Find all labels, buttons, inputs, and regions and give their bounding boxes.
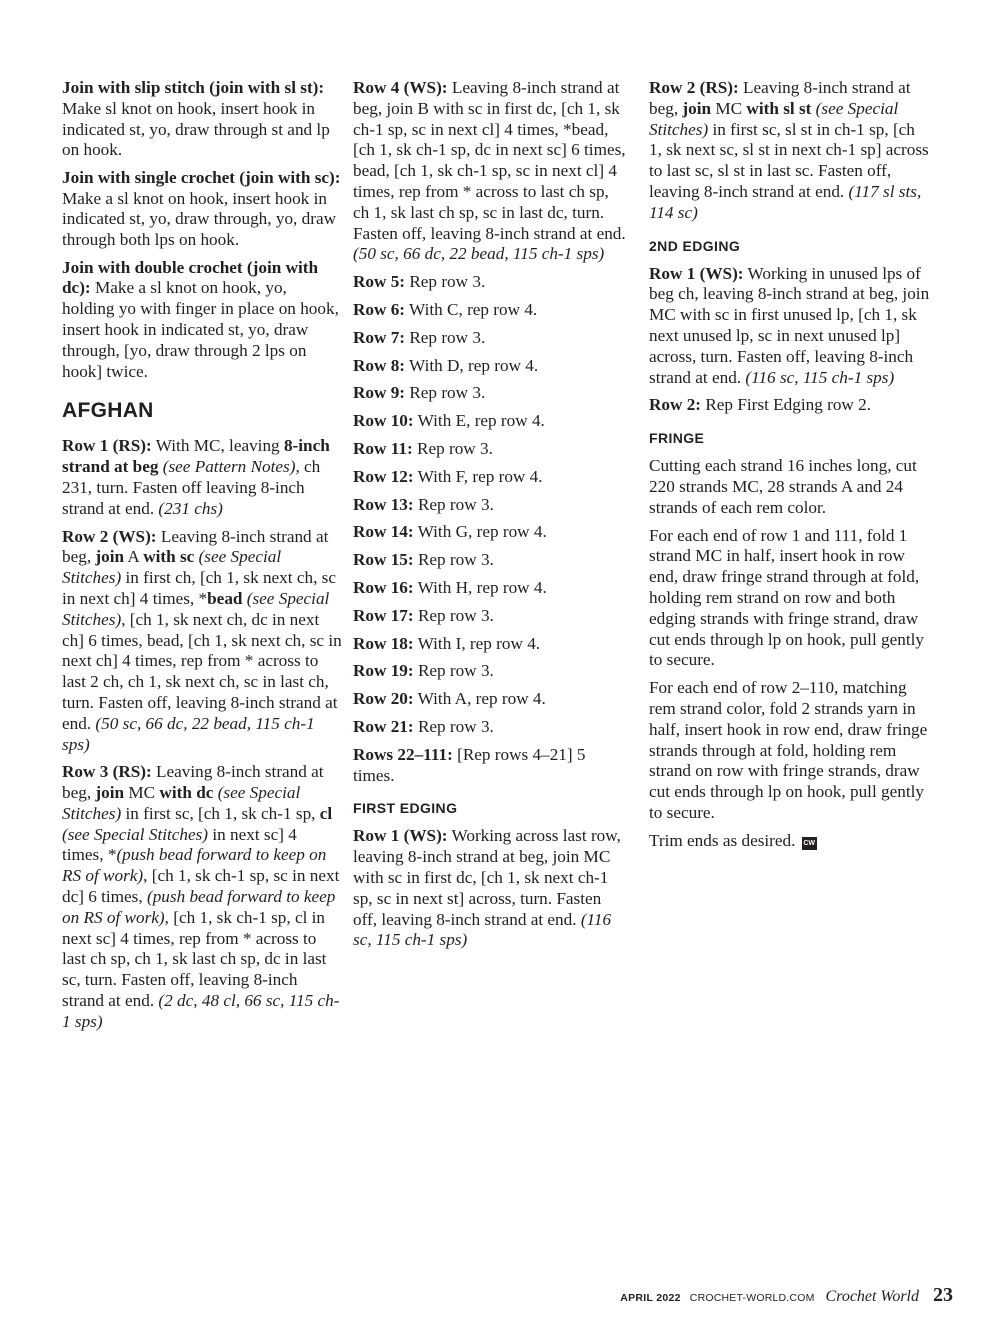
afghan-row-item: Row 15: Rep row 3. (353, 550, 494, 570)
afghan-row-item: Row 14: With G, rep row 4. (353, 522, 547, 542)
second-edging-row-2: Row 2: Rep First Edging row 2. (649, 395, 872, 415)
first-edging-heading: FIRST EDGING (353, 800, 458, 817)
page-number: 23 (933, 1284, 953, 1306)
join-single-crochet-def: Join with single crochet (join with sc): Make a sl knot on hook, insert hook in indicated st, yo, draw through, yo, draw through both lps on hook. (62, 167, 341, 250)
afghan-row-item: Row 18: With I, rep row 4. (353, 633, 541, 653)
afghan-row-item: Row 8: With D, rep row 4. (353, 355, 539, 375)
issue-date: APRIL 2022 (620, 1292, 681, 1304)
afghan-row-item: Row 5: Rep row 3. (353, 272, 486, 292)
afghan-row-4: Row 4 (WS): Leaving 8-inch strand at beg, join B with sc in first dc, [ch 1, sk ch-1 sp, sc in next cl] 4 times, *bead, [ch 1, sk ch-1 sp, dc in next sc] 6 times, bead, [ch 1, sk ch-1 sp, sc in next cl] 4 times, rep from * across to last ch sp, ch 1, sk last ch sp, sc in last dc, turn. Fasten off, leaving 8-inch strand at end. (50 sc, 66 dc, 22 bead, 115 ch-1 sps) (353, 78, 626, 264)
afghan-row-item: Row 16: With H, rep row 4. (353, 577, 547, 597)
first-edging-row-1: Row 1 (WS): Working across last row, leaving 8-inch strand at beg, join MC with sc in first dc, [ch 1, sk next ch-1 sp, sc in next st] across, turn. Fasten off, leaving 8-inch strand at end. (116 sc, 115 ch-1 sps) (353, 826, 621, 950)
column-2 (353, 78, 628, 958)
website-link[interactable]: CROCHET-WORLD.COM (689, 1292, 815, 1304)
column-3 (649, 78, 931, 859)
afghan-row-item: Row 13: Rep row 3. (353, 494, 494, 514)
afghan-row-item: Row 20: With A, rep row 4. (353, 689, 546, 709)
second-edging-heading: 2ND EDGING (649, 237, 741, 254)
afghan-row-item: Row 11: Rep row 3. (353, 438, 493, 458)
join-double-crochet-def: Join with double crochet (join with dc): Make a sl knot on hook, yo, holding yo with finger in place on hook, insert hook in indicated st, yo, draw through, [yo, draw through 2 lps on hook] twice. (62, 257, 339, 381)
afghan-row-item: Row 9: Rep row 3. (353, 383, 486, 403)
afghan-heading: AFGHAN (62, 399, 154, 423)
fringe-heading: FRINGE (649, 430, 705, 447)
crochet-world-end-icon: CW (802, 837, 817, 850)
afghan-row-item: Row 10: With E, rep row 4. (353, 411, 545, 431)
fringe-paragraph: For each end of row 2–110, matching rem strand color, fold 2 strands yarn in half, insert hook in row end, draw fringe strands through at fold, holding rem strand on row with fringe strands, draw cut ends through lp on hook, pull gently to secure. (649, 678, 928, 822)
first-edging-row-2: Row 2 (RS): Leaving 8-inch strand at beg, join MC with sl st (see Special Stitches) in first sc, sl st in ch-1 sp, [ch 1, sk next sc, sl st in next ch-1 sp] across to last sc, sl st in last sc. Fasten off, leaving 8-inch strand at end. (117 sl sts, 114 sc) (649, 78, 929, 222)
afghan-row-item: Row 21: Rep row 3. (353, 716, 494, 736)
second-edging-row-1: Row 1 (WS): Working in unused lps of beg ch, leaving 8-inch strand at beg, join MC with sc in first unused lp, [ch 1, sk next unused lp, sc in next unused lp] across, turn. Fasten off, leaving 8-inch strand at end. (116 sc, 115 ch-1 sps) (649, 263, 930, 387)
afghan-row-item: Row 19: Rep row 3. (353, 661, 494, 681)
page-footer (620, 1284, 953, 1306)
join-slip-stitch-def: Join with slip stitch (join with sl st): Make sl knot on hook, insert hook in indicated st, yo, draw through st and lp on hook. (62, 78, 330, 160)
fringe-trim: Trim ends as desired. CW (649, 830, 816, 850)
afghan-row-item: Row 6: With C, rep row 4. (353, 299, 538, 319)
magazine-title: Crochet World (825, 1288, 919, 1305)
short-rows-list (353, 272, 628, 786)
afghan-row-item: Row 17: Rep row 3. (353, 605, 494, 625)
afghan-row-3: Row 3 (RS): Leaving 8-inch strand at beg, join MC with dc (see Special Stitches) in first sc, [ch 1, sk ch-1 sp, cl (see Special Stitches) in next sc] 4 times, *(push bead forward to keep on RS of work), [ch 1, sk ch-1 sp, sc in next dc] 6 times, (push bead forward to keep on RS of work), [ch 1, sk ch-1 sp, cl in next sc] 4 times, rep from * across to last ch sp, ch 1, sk last ch sp, dc in last sc, turn. Fasten off, leaving 8-inch strand at end. (2 dc, 48 cl, 66 sc, 115 ch-1 sps) (62, 762, 340, 1031)
column-1 (62, 78, 342, 1040)
afghan-row-item: Row 12: With F, rep row 4. (353, 466, 543, 486)
afghan-row-1: Row 1 (RS): With MC, leaving 8-inch strand at beg (see Pattern Notes), ch 231, turn. Fasten off leaving 8-inch strand at end. (231 chs) (62, 436, 330, 518)
afghan-row-2: Row 2 (WS): Leaving 8-inch strand at beg, join A with sc (see Special Stitches) in first ch, [ch 1, sk next ch, sc in next ch] 4 times, *bead (see Special Stitches), [ch 1, sk next ch, dc in next ch] 6 times, bead, [ch 1, sk next ch, sc in next ch] 4 times, rep from * across to last 2 ch, ch 1, sk next ch, sc in last ch, turn. Fasten off, leaving 8-inch strand at end. (50 sc, 66 dc, 22 bead, 115 ch-1 sps) (62, 526, 342, 754)
fringe-paragraph: For each end of row 1 and 111, fold 1 strand MC in half, insert hook in row end, draw fringe strand through at fold, holding rem strand on row and both edging strands with fringe strand, draw cut ends through lp on hook, pull gently to secure. (649, 525, 924, 670)
afghan-row-item: Row 7: Rep row 3. (353, 327, 486, 347)
fringe-paragraph: Cutting each strand 16 inches long, cut 220 strands MC, 28 strands A and 24 strands of each rem color. (649, 456, 917, 517)
afghan-row-item: Rows 22–111: [Rep rows 4–21] 5 times. (353, 744, 586, 785)
